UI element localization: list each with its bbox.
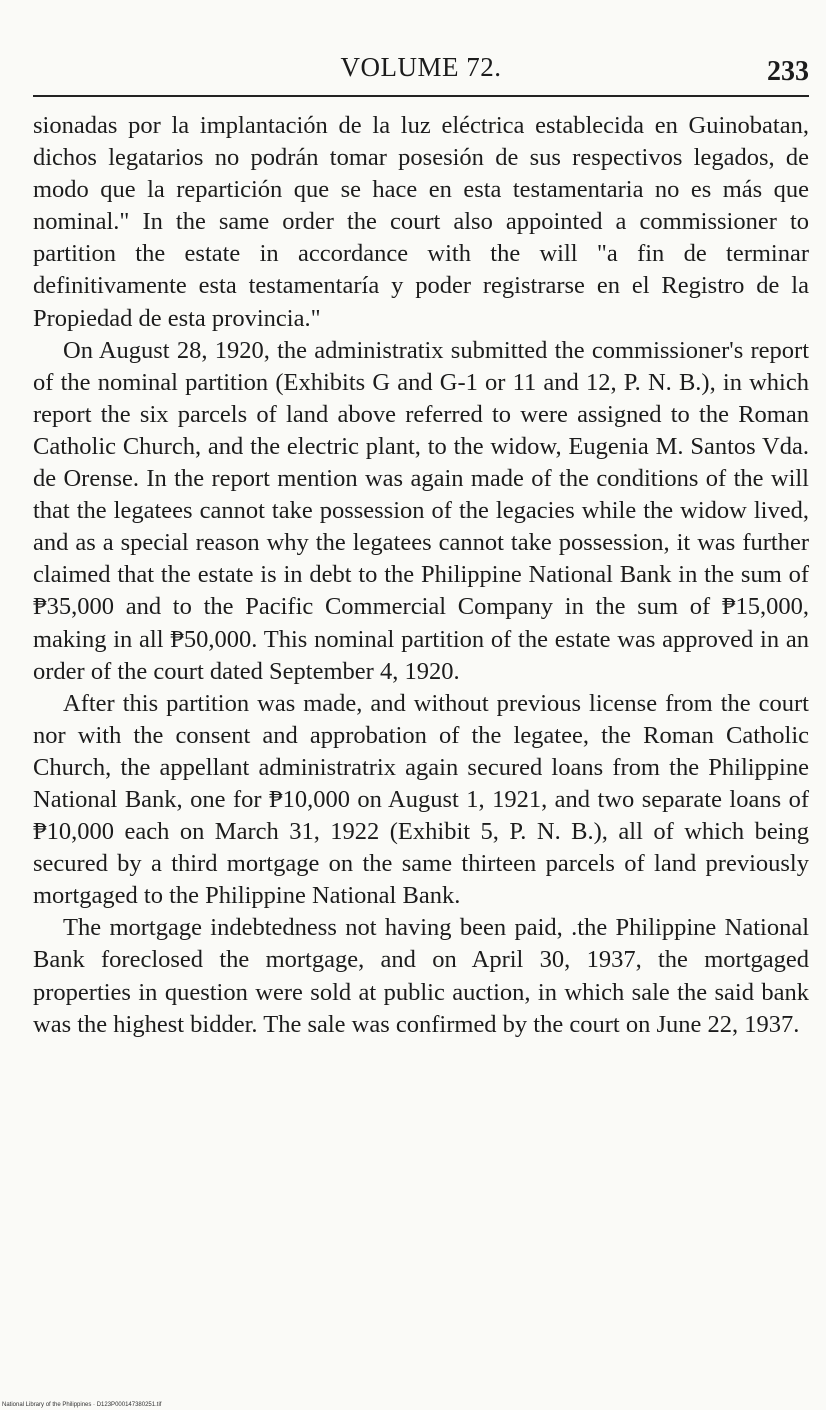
paragraph-3: After this partition was made, and without previous license from the court nor with the consent and approbation of the legatee, the Roman Catholic Church, the appellant administratrix again secured loans from the Philippine National Bank, one for ₱10,000 on August 1, 1921, and two separate loans of ₱10,000 each on March 31, 1922 (Exhibit 5, P. N. B.), all of which being secured by a third mortgage on the same thirteen parcels of land previously mortgaged to the Philippine National Bank.	[33, 689, 809, 910]
paragraph-1: sionadas por la implantación de la luz eléctrica establecida en Guinobatan, dichos legatarios no podrán tomar posesión de sus respectivos legados, de modo que la repartición que se hace en esta testamentaria no es más que nominal." In the same order the court also appointed a commissioner to partition the estate in accordance with the will "a fin de terminar definitivamente esta testamentaría y poder registrarse en el Registro de la Propiedad de esta provincia."	[33, 112, 809, 332]
body-text	[33, 110, 809, 1041]
page-header	[33, 52, 809, 90]
scan-footer-id: National Library of the Philippines · D123P000147380251.tif	[2, 1402, 162, 1408]
running-head: VOLUME 72.	[340, 52, 502, 82]
paragraph-2: On August 28, 1920, the administratix submitted the commissioner's report of the nominal partition (Exhibits G and G-1 or 11 and 12, P. N. B.), in which report the six parcels of land above referred to were assigned to the Roman Catholic Church, and the electric plant, to the widow, Eugenia M. Santos Vda. de Orense. In the report mention was again made of the conditions of the will that the legatees cannot take possession of the legacies while the widow lived, and as a special reason why the legatees cannot take possession, it was further claimed that the estate is in debt to the Philippine National Bank in the sum of ₱35,000 and to the Pacific Commercial Company in the sum of ₱15,000, making in all ₱50,000. This nominal partition of the estate was approved in an order of the court dated September 4, 1920.	[33, 336, 809, 685]
paragraph-4: The mortgage indebtedness not having been paid, .the Philippine National Bank foreclosed the mortgage, and on April 30, 1937, the mortgaged properties in question were sold at public auction, in which sale the said bank was the highest bidder. The sale was confirmed by the court on June 22, 1937.	[33, 914, 809, 1038]
page-number: 233	[767, 56, 809, 87]
header-rule	[33, 95, 809, 97]
